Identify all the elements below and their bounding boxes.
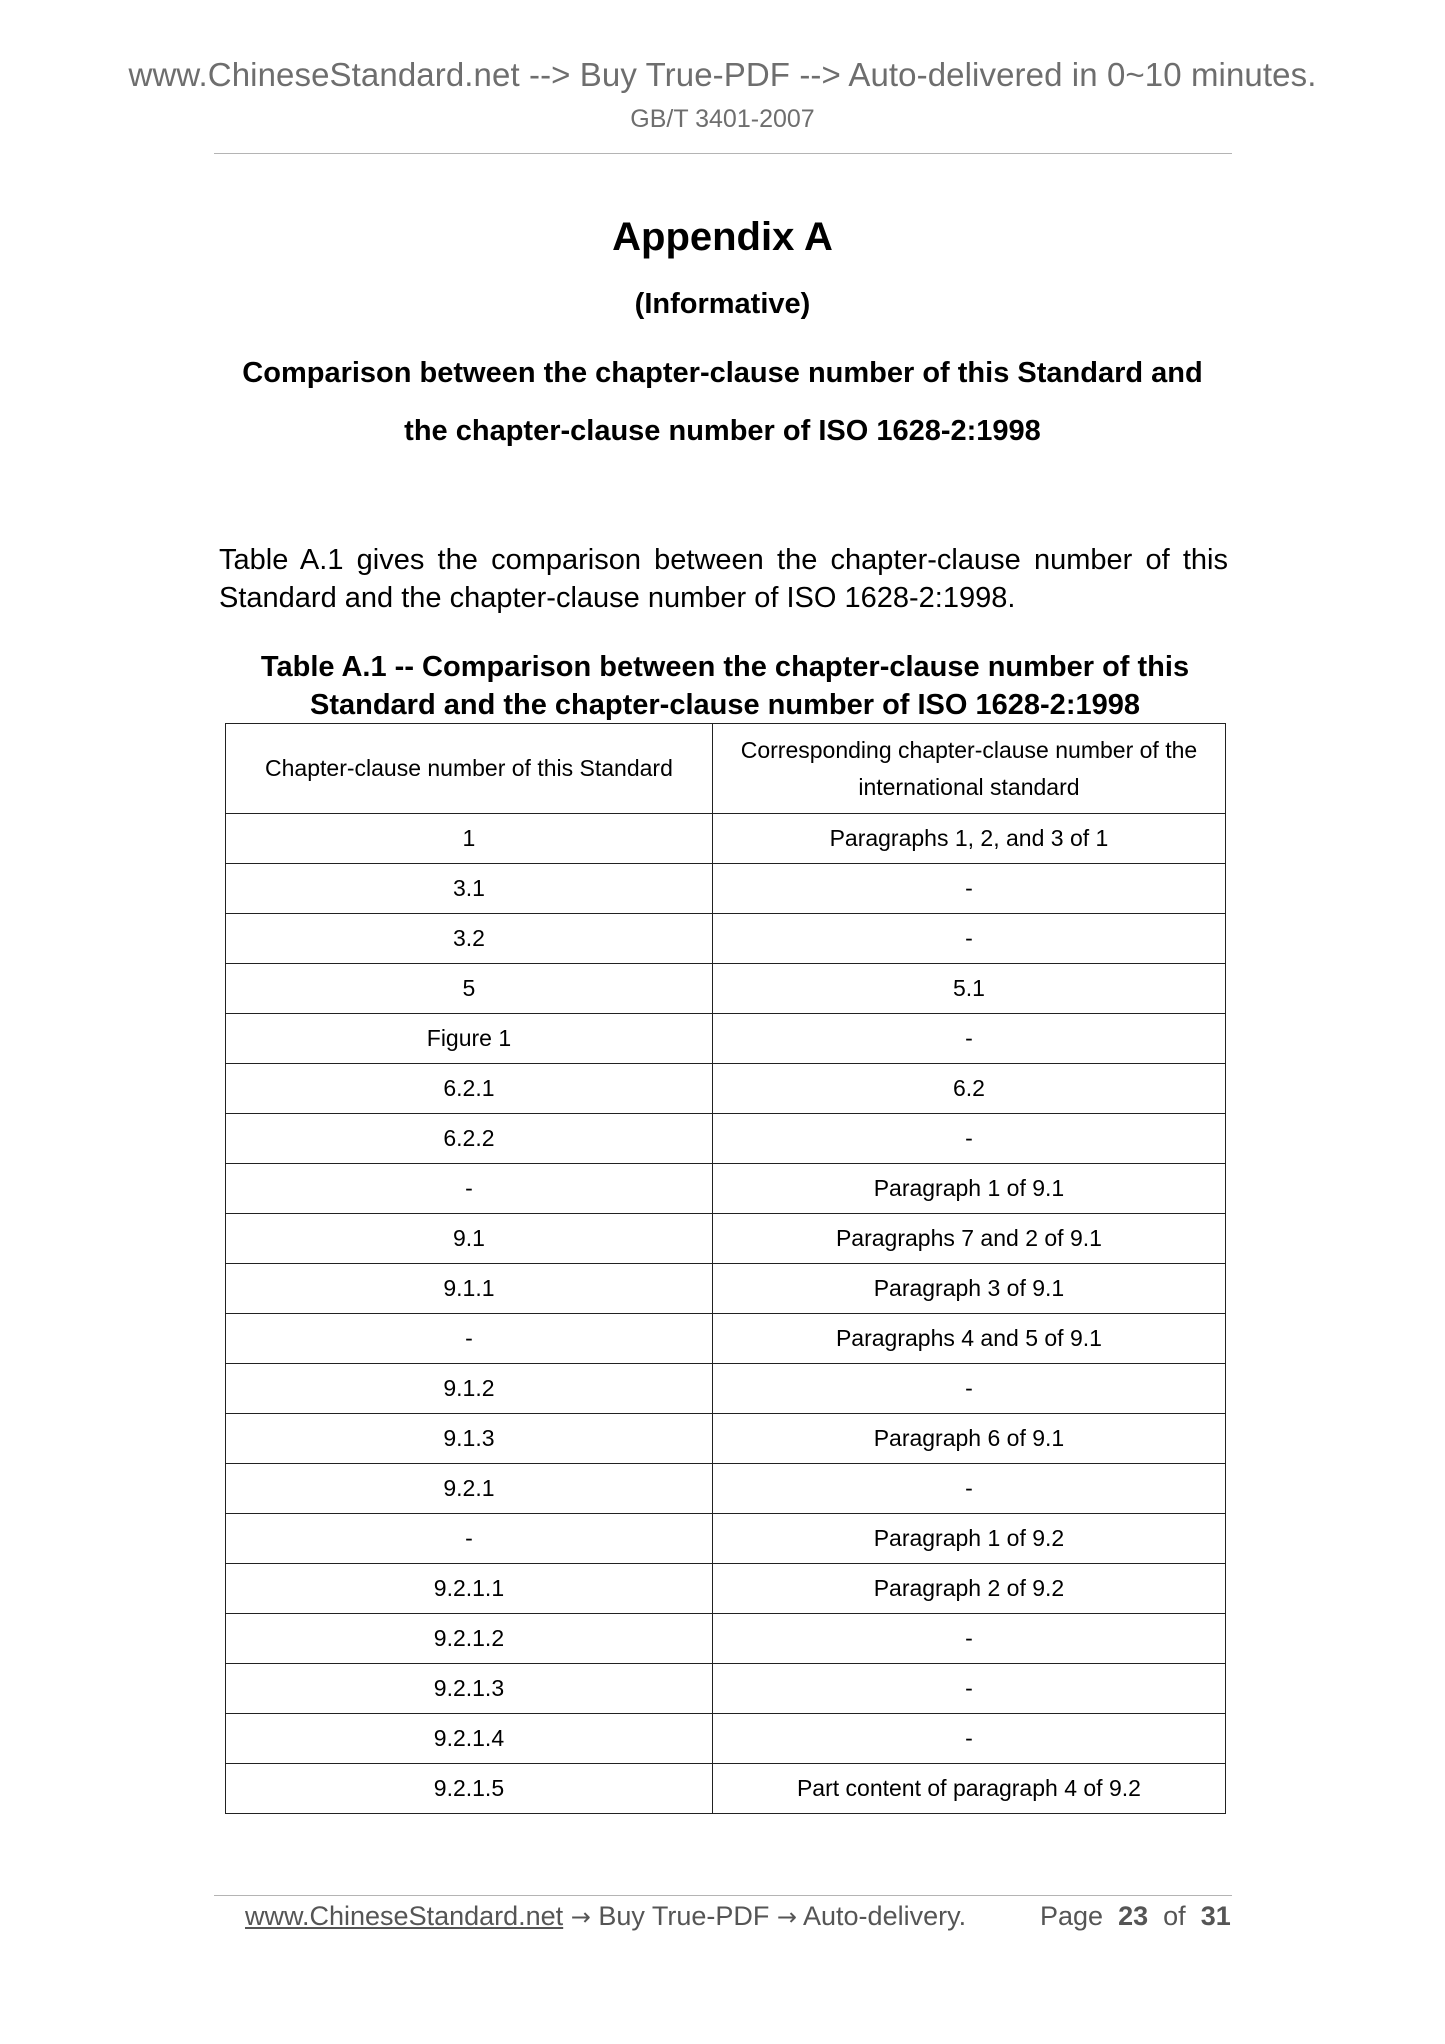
this-standard-clause-cell: 9.1 <box>226 1214 713 1264</box>
table-row <box>226 1514 1226 1564</box>
table-row <box>226 1714 1226 1764</box>
table-row <box>226 1764 1226 1814</box>
table-row <box>226 1464 1226 1514</box>
iso-clause-cell: Part content of paragraph 4 of 9.2 <box>712 1764 1225 1814</box>
arrow-right-icon: → <box>570 1903 591 1931</box>
arrow-right-icon: → <box>776 1903 797 1931</box>
intro-paragraph: Table A.1 gives the comparison between the chapter-clause number of this Standard and the chapter-clause number of ISO 1628-2:1998. <box>219 544 1228 614</box>
this-standard-clause-cell: 6.2.2 <box>226 1114 713 1164</box>
iso-clause-cell: - <box>712 864 1225 914</box>
iso-clause-cell: 5.1 <box>712 964 1225 1014</box>
table-caption-line2: Standard and the chapter-clause number of ISO 1628-2:1998 <box>310 689 1140 721</box>
this-standard-clause-cell: - <box>226 1514 713 1564</box>
page-number: 23 <box>1118 1901 1149 1931</box>
table-row <box>226 1314 1226 1364</box>
iso-clause-cell: - <box>712 1014 1225 1064</box>
this-standard-clause-cell: 9.1.1 <box>226 1264 713 1314</box>
table-caption-line1: Table A.1 -- Comparison between the chapter-clause number of this <box>260 651 1190 683</box>
table-row <box>226 1214 1226 1264</box>
iso-clause-cell: - <box>712 1114 1225 1164</box>
iso-clause-cell: Paragraph 3 of 9.1 <box>712 1264 1225 1314</box>
footer-buy-text: Buy True-PDF <box>598 1901 770 1931</box>
iso-clause-cell: Paragraphs 1, 2, and 3 of 1 <box>712 814 1225 864</box>
appendix-heading-line2: the chapter-clause number of ISO 1628-2:1998 <box>404 415 1041 447</box>
page-total: 31 <box>1200 1901 1231 1931</box>
appendix-subtitle: (Informative) <box>634 288 811 320</box>
this-standard-clause-cell: 9.2.1.1 <box>226 1564 713 1614</box>
iso-clause-cell: Paragraphs 7 and 2 of 9.1 <box>712 1214 1225 1264</box>
this-standard-clause-cell: 9.1.3 <box>226 1414 713 1464</box>
table-row <box>226 1064 1226 1114</box>
footer-site-link[interactable]: www.ChineseStandard.net <box>245 1901 564 1931</box>
appendix-heading <box>0 344 1445 460</box>
comparison-table <box>225 723 1226 1814</box>
header-divider <box>214 153 1232 154</box>
table-row <box>226 1114 1226 1164</box>
this-standard-clause-cell: 9.2.1.2 <box>226 1614 713 1664</box>
table-header-row <box>226 724 1226 814</box>
iso-clause-cell: - <box>712 1714 1225 1764</box>
iso-clause-cell: Paragraph 6 of 9.1 <box>712 1414 1225 1464</box>
this-standard-clause-cell: 9.2.1.3 <box>226 1664 713 1714</box>
this-standard-clause-cell: 9.2.1.5 <box>226 1764 713 1814</box>
this-standard-clause-cell: 3.1 <box>226 864 713 914</box>
iso-clause-cell: - <box>712 1464 1225 1514</box>
this-standard-clause-cell: 9.1.2 <box>226 1364 713 1414</box>
iso-clause-cell: Paragraph 1 of 9.2 <box>712 1514 1225 1564</box>
this-standard-clause-cell: - <box>226 1314 713 1364</box>
header-standard-number: GB/T 3401-2007 <box>630 105 815 133</box>
table-row <box>226 964 1226 1014</box>
iso-clause-cell: Paragraphs 4 and 5 of 9.1 <box>712 1314 1225 1364</box>
table-row <box>226 1264 1226 1314</box>
iso-clause-cell: - <box>712 1664 1225 1714</box>
this-standard-clause-cell: 9.2.1 <box>226 1464 713 1514</box>
table-row <box>226 1364 1226 1414</box>
iso-clause-cell: - <box>712 1614 1225 1664</box>
table-row <box>226 1014 1226 1064</box>
appendix-heading-line1: Comparison between the chapter-clause number of this Standard and <box>242 357 1203 389</box>
table-row <box>226 864 1226 914</box>
table-row <box>226 914 1226 964</box>
iso-clause-cell: - <box>712 914 1225 964</box>
iso-clause-cell: 6.2 <box>712 1064 1225 1114</box>
iso-clause-cell: - <box>712 1364 1225 1414</box>
table-header-cell: Chapter-clause number of this Standard <box>226 724 713 814</box>
table-row <box>226 1414 1226 1464</box>
page-label: Page <box>1040 1901 1104 1931</box>
footer-delivery-text: Auto-delivery. <box>803 1901 967 1931</box>
header-site-banner: www.ChineseStandard.net --> Buy True-PDF --> Auto-delivered in 0~10 minutes. <box>128 56 1317 93</box>
this-standard-clause-cell: 3.2 <box>226 914 713 964</box>
table-row <box>226 1614 1226 1664</box>
footer <box>245 1896 1231 1937</box>
iso-clause-cell: Paragraph 2 of 9.2 <box>712 1564 1225 1614</box>
table-row <box>226 1164 1226 1214</box>
this-standard-clause-cell: 1 <box>226 814 713 864</box>
this-standard-clause-cell: Figure 1 <box>226 1014 713 1064</box>
table-caption <box>225 648 1225 724</box>
this-standard-clause-cell: - <box>226 1164 713 1214</box>
page-of-label: of <box>1163 1901 1186 1931</box>
page-indicator <box>1040 1896 1231 1936</box>
this-standard-clause-cell: 9.2.1.4 <box>226 1714 713 1764</box>
table-header-cell: Corresponding chapter-clause number of the international standard <box>712 724 1225 814</box>
table-body <box>226 814 1226 1814</box>
table-row <box>226 1564 1226 1614</box>
this-standard-clause-cell: 5 <box>226 964 713 1014</box>
table-row <box>226 1664 1226 1714</box>
table-row <box>226 814 1226 864</box>
iso-clause-cell: Paragraph 1 of 9.1 <box>712 1164 1225 1214</box>
appendix-title: Appendix A <box>612 215 833 259</box>
this-standard-clause-cell: 6.2.1 <box>226 1064 713 1114</box>
